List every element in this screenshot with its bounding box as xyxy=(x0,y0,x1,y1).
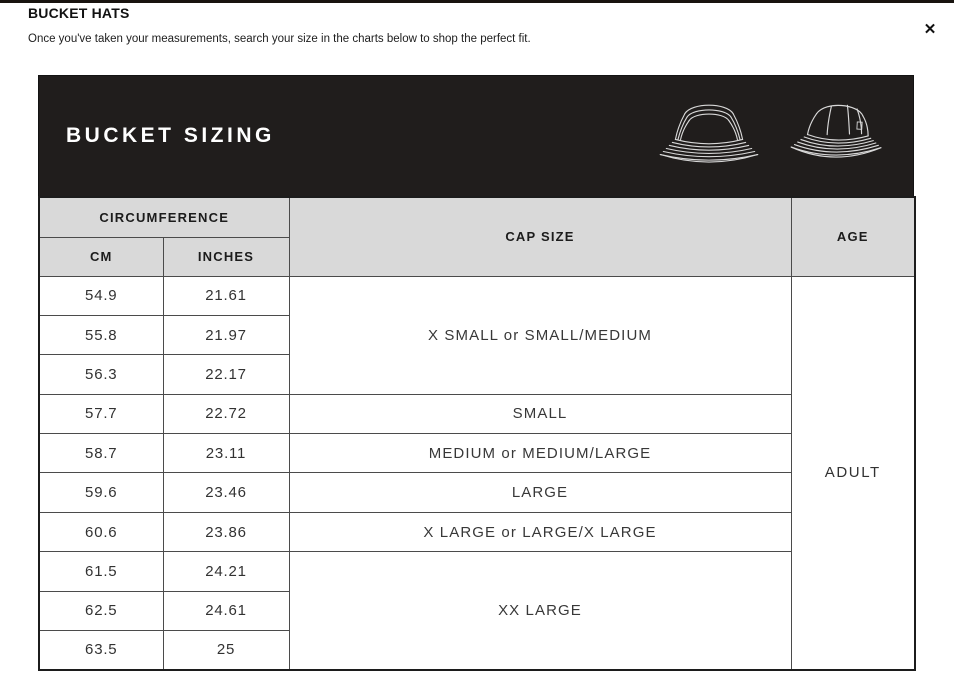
cm-value-cell: 62.5 xyxy=(39,591,163,630)
page-title: BUCKET HATS xyxy=(28,5,130,21)
inches-value-cell: 25 xyxy=(163,631,289,670)
banner-title: BUCKET SIZING xyxy=(66,124,275,147)
inches-header: INCHES xyxy=(163,237,289,276)
cm-value-cell: 58.7 xyxy=(39,434,163,473)
cap-size-header: CAP SIZE xyxy=(289,197,791,276)
size-table-body xyxy=(39,276,915,670)
cm-header: CM xyxy=(39,237,163,276)
size-row xyxy=(39,276,915,315)
inches-value-cell: 22.17 xyxy=(163,355,289,394)
cap-size-cell: X SMALL or SMALL/MEDIUM xyxy=(289,276,791,394)
cm-value-cell: 61.5 xyxy=(39,552,163,591)
inches-value-cell: 23.11 xyxy=(163,434,289,473)
sizing-chart xyxy=(38,75,914,671)
inches-value-cell: 23.86 xyxy=(163,512,289,551)
inches-value-cell: 24.21 xyxy=(163,552,289,591)
cap-size-cell: X LARGE or LARGE/X LARGE xyxy=(289,512,791,551)
cap-size-cell: MEDIUM or MEDIUM/LARGE xyxy=(289,434,791,473)
inches-value-cell: 24.61 xyxy=(163,591,289,630)
size-table-header xyxy=(39,197,915,276)
inches-value-cell: 21.97 xyxy=(163,315,289,354)
bucket-hat-front-icon xyxy=(653,94,765,178)
size-row xyxy=(39,434,915,473)
size-row xyxy=(39,552,915,591)
inches-value-cell: 23.46 xyxy=(163,473,289,512)
cm-value-cell: 56.3 xyxy=(39,355,163,394)
size-table xyxy=(38,196,916,671)
size-row xyxy=(39,512,915,551)
close-icon[interactable]: ✕ xyxy=(918,18,942,42)
cm-value-cell: 63.5 xyxy=(39,631,163,670)
cm-value-cell: 57.7 xyxy=(39,394,163,433)
age-header: AGE xyxy=(791,197,915,276)
hat-illustrations xyxy=(653,94,897,178)
bucket-hat-side-icon xyxy=(775,95,897,177)
cm-value-cell: 60.6 xyxy=(39,512,163,551)
circumference-header: CIRCUMFERENCE xyxy=(39,197,289,237)
top-edge-strip xyxy=(0,0,954,3)
cm-value-cell: 59.6 xyxy=(39,473,163,512)
size-row xyxy=(39,473,915,512)
cm-value-cell: 55.8 xyxy=(39,315,163,354)
inches-value-cell: 22.72 xyxy=(163,394,289,433)
age-value-cell: ADULT xyxy=(791,276,915,670)
page-subtitle: Once you've taken your measurements, search your size in the charts below to shop the perfect fit. xyxy=(28,33,531,45)
cap-size-cell: XX LARGE xyxy=(289,552,791,670)
size-row xyxy=(39,394,915,433)
chart-banner xyxy=(38,75,914,196)
cm-value-cell: 54.9 xyxy=(39,276,163,315)
cap-size-cell: LARGE xyxy=(289,473,791,512)
inches-value-cell: 21.61 xyxy=(163,276,289,315)
cap-size-cell: SMALL xyxy=(289,394,791,433)
